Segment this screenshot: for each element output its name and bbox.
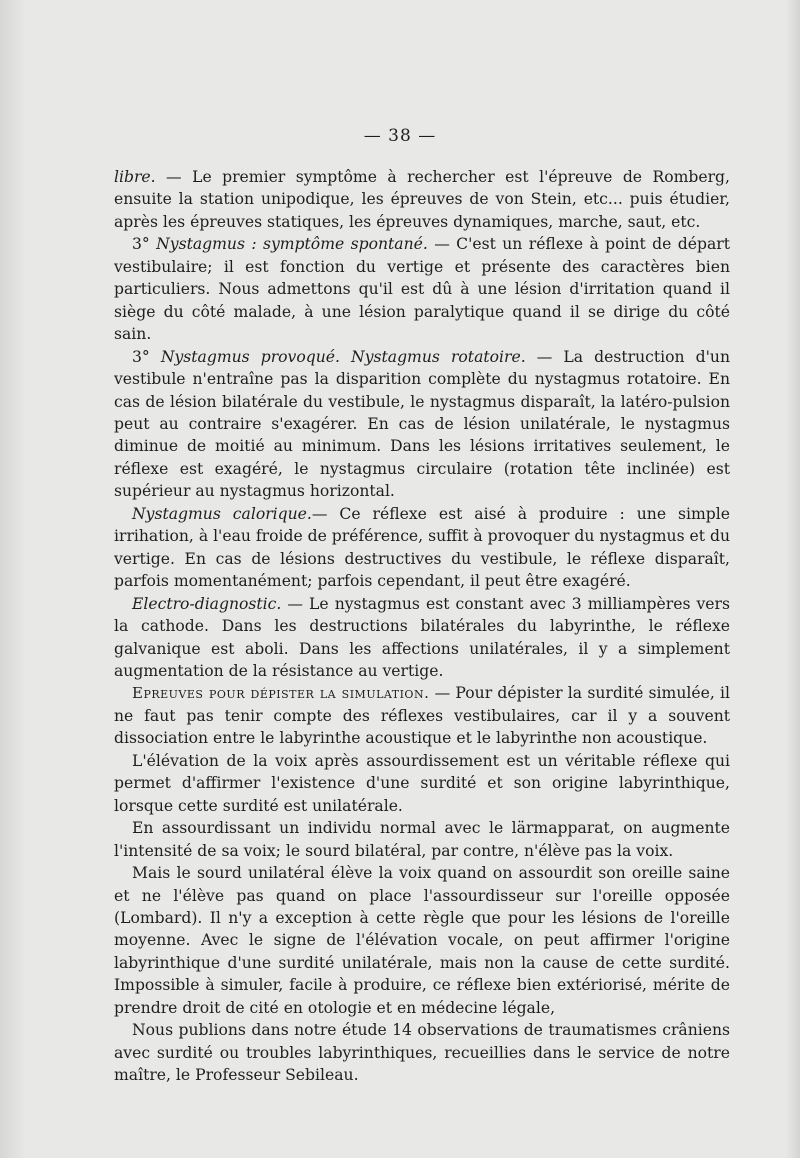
paragraph-observations	[114, 1019, 730, 1086]
paragraph-text: Mais le sourd unilatéral élève la voix quand on assourdit son oreille saine et ne l'élève pas quand on place l'assourdisseur sur l'oreille opposée (Lombard). Il n'y a exception à cette règle que pour les lésions de l'oreille moyenne. Avec le signe de l'élévation vocale, on peut affirmer l'origine labyrinthique d'une surdité unilatérale, mais non la cause de cette surdité. Impossible à simuler, facile à produire, ce réflexe bien extériorisé, mérite de prendre droit de cité en otologie et en médecine légale,	[114, 864, 730, 1017]
paragraph-nystagmus-provoque	[114, 346, 730, 503]
paragraph-electro-diagnostic	[114, 593, 730, 683]
paragraph-lead: Nystagmus calorique.	[132, 504, 312, 523]
paragraph-libre	[114, 166, 730, 233]
paragraph-text: L'élévation de la voix après assourdissement est un véritable réflexe qui permet d'affirmer l'existence d'une surdité et son origine labyrinthique, lorsque cette surdité est unilatérale.	[114, 751, 730, 815]
paragraph-text: — La destruction d'un vestibule n'entraîne pas la disparition complète du nystagmus rotatoire. En cas de lésion bilatérale du vestibule, le nystagmus disparaît, la latéro-pulsion peut au contraire s'exagérer. En cas de lésion unilatérale, le nystagmus diminue de moitié au minimum. Dans les lésions irritatives seulement, le réflexe est exagéré, le nystagmus circulaire (rotation tête inclinée) est supérieur au nystagmus horizontal.	[114, 347, 730, 501]
paragraph-text: — Ce réflexe est aisé à produire : une simple irrihation, à l'eau froide de préférence, suffit à provoquer du nystagmus et du vertige. En cas de lésions destructives du vestibule, le réflexe disparaît, parfois momentanément; parfois cependant, il peut être exagéré.	[114, 504, 730, 591]
page-shadow-left	[0, 0, 26, 1158]
paragraph-lead: Electro-diagnostic.	[132, 594, 282, 613]
paragraph-number: 3°	[132, 347, 161, 366]
paragraph-assourdissant	[114, 817, 730, 862]
section-heading: Epreuves pour dépister la simulation.	[132, 684, 430, 703]
page-shadow-right	[786, 0, 800, 1158]
paragraph-simulation	[114, 682, 730, 749]
paragraph-lead: Nystagmus : symptôme spontané.	[156, 235, 428, 254]
body-text	[114, 166, 730, 1087]
paragraph-text: — Pour dépister la surdité simulée, il ne faut pas tenir compte des réflexes vestibulaires, car il y a souvent dissociation entre le labyrinthe acoustique et le labyrinthe non acoustique.	[114, 684, 730, 748]
paragraph-text: — C'est un réflexe à point de départ vestibulaire; il est fonction du vertige et présente des caractères bien particuliers. Nous admettons qu'il est dû à une lésion d'irritation quand il siège du côté malade, à une lésion paralytique quand il se dirige du côté sain.	[114, 235, 730, 344]
paragraph-elevation-voix	[114, 750, 730, 817]
paragraph-number: 3°	[132, 235, 157, 254]
paragraph-sourd-unilateral	[114, 862, 730, 1019]
page-number: — 38 —	[363, 126, 437, 146]
paragraph-nystagmus-calorique	[114, 503, 730, 593]
paragraph-text: Nous publions dans notre étude 14 observations de traumatismes crâniens avec surdité ou troubles labyrinthiques, recueillies dans le service de notre maître, le Professeur Sebileau.	[114, 1021, 730, 1085]
paragraph-lead: libre.	[114, 168, 156, 186]
paragraph-text: — Le premier symptôme à rechercher est l'épreuve de Romberg, ensuite la station unipodique, les épreuves de von Stein, etc... puis étudier, après les épreuves statiques, les épreuves dynamiques, marche, saut, etc.	[114, 168, 730, 231]
paragraph-text: — Le nystagmus est constant avec 3 milliampères vers la cathode. Dans les destructions bilatérales du labyrinthe, le réflexe galvanique est aboli. Dans les affections unilatérales, il y a simplement augmentation de la résistance au vertige.	[114, 594, 730, 680]
paragraph-text: En assourdissant un individu normal avec le lärmapparat, on augmente l'intensité de sa voix; le sourd bilatéral, par contre, n'élève pas la voix.	[114, 819, 730, 860]
paragraph-lead: Nystagmus provoqué. Nystagmus rotatoire.	[160, 347, 526, 366]
paragraph-nystagmus-spontane	[114, 233, 730, 345]
